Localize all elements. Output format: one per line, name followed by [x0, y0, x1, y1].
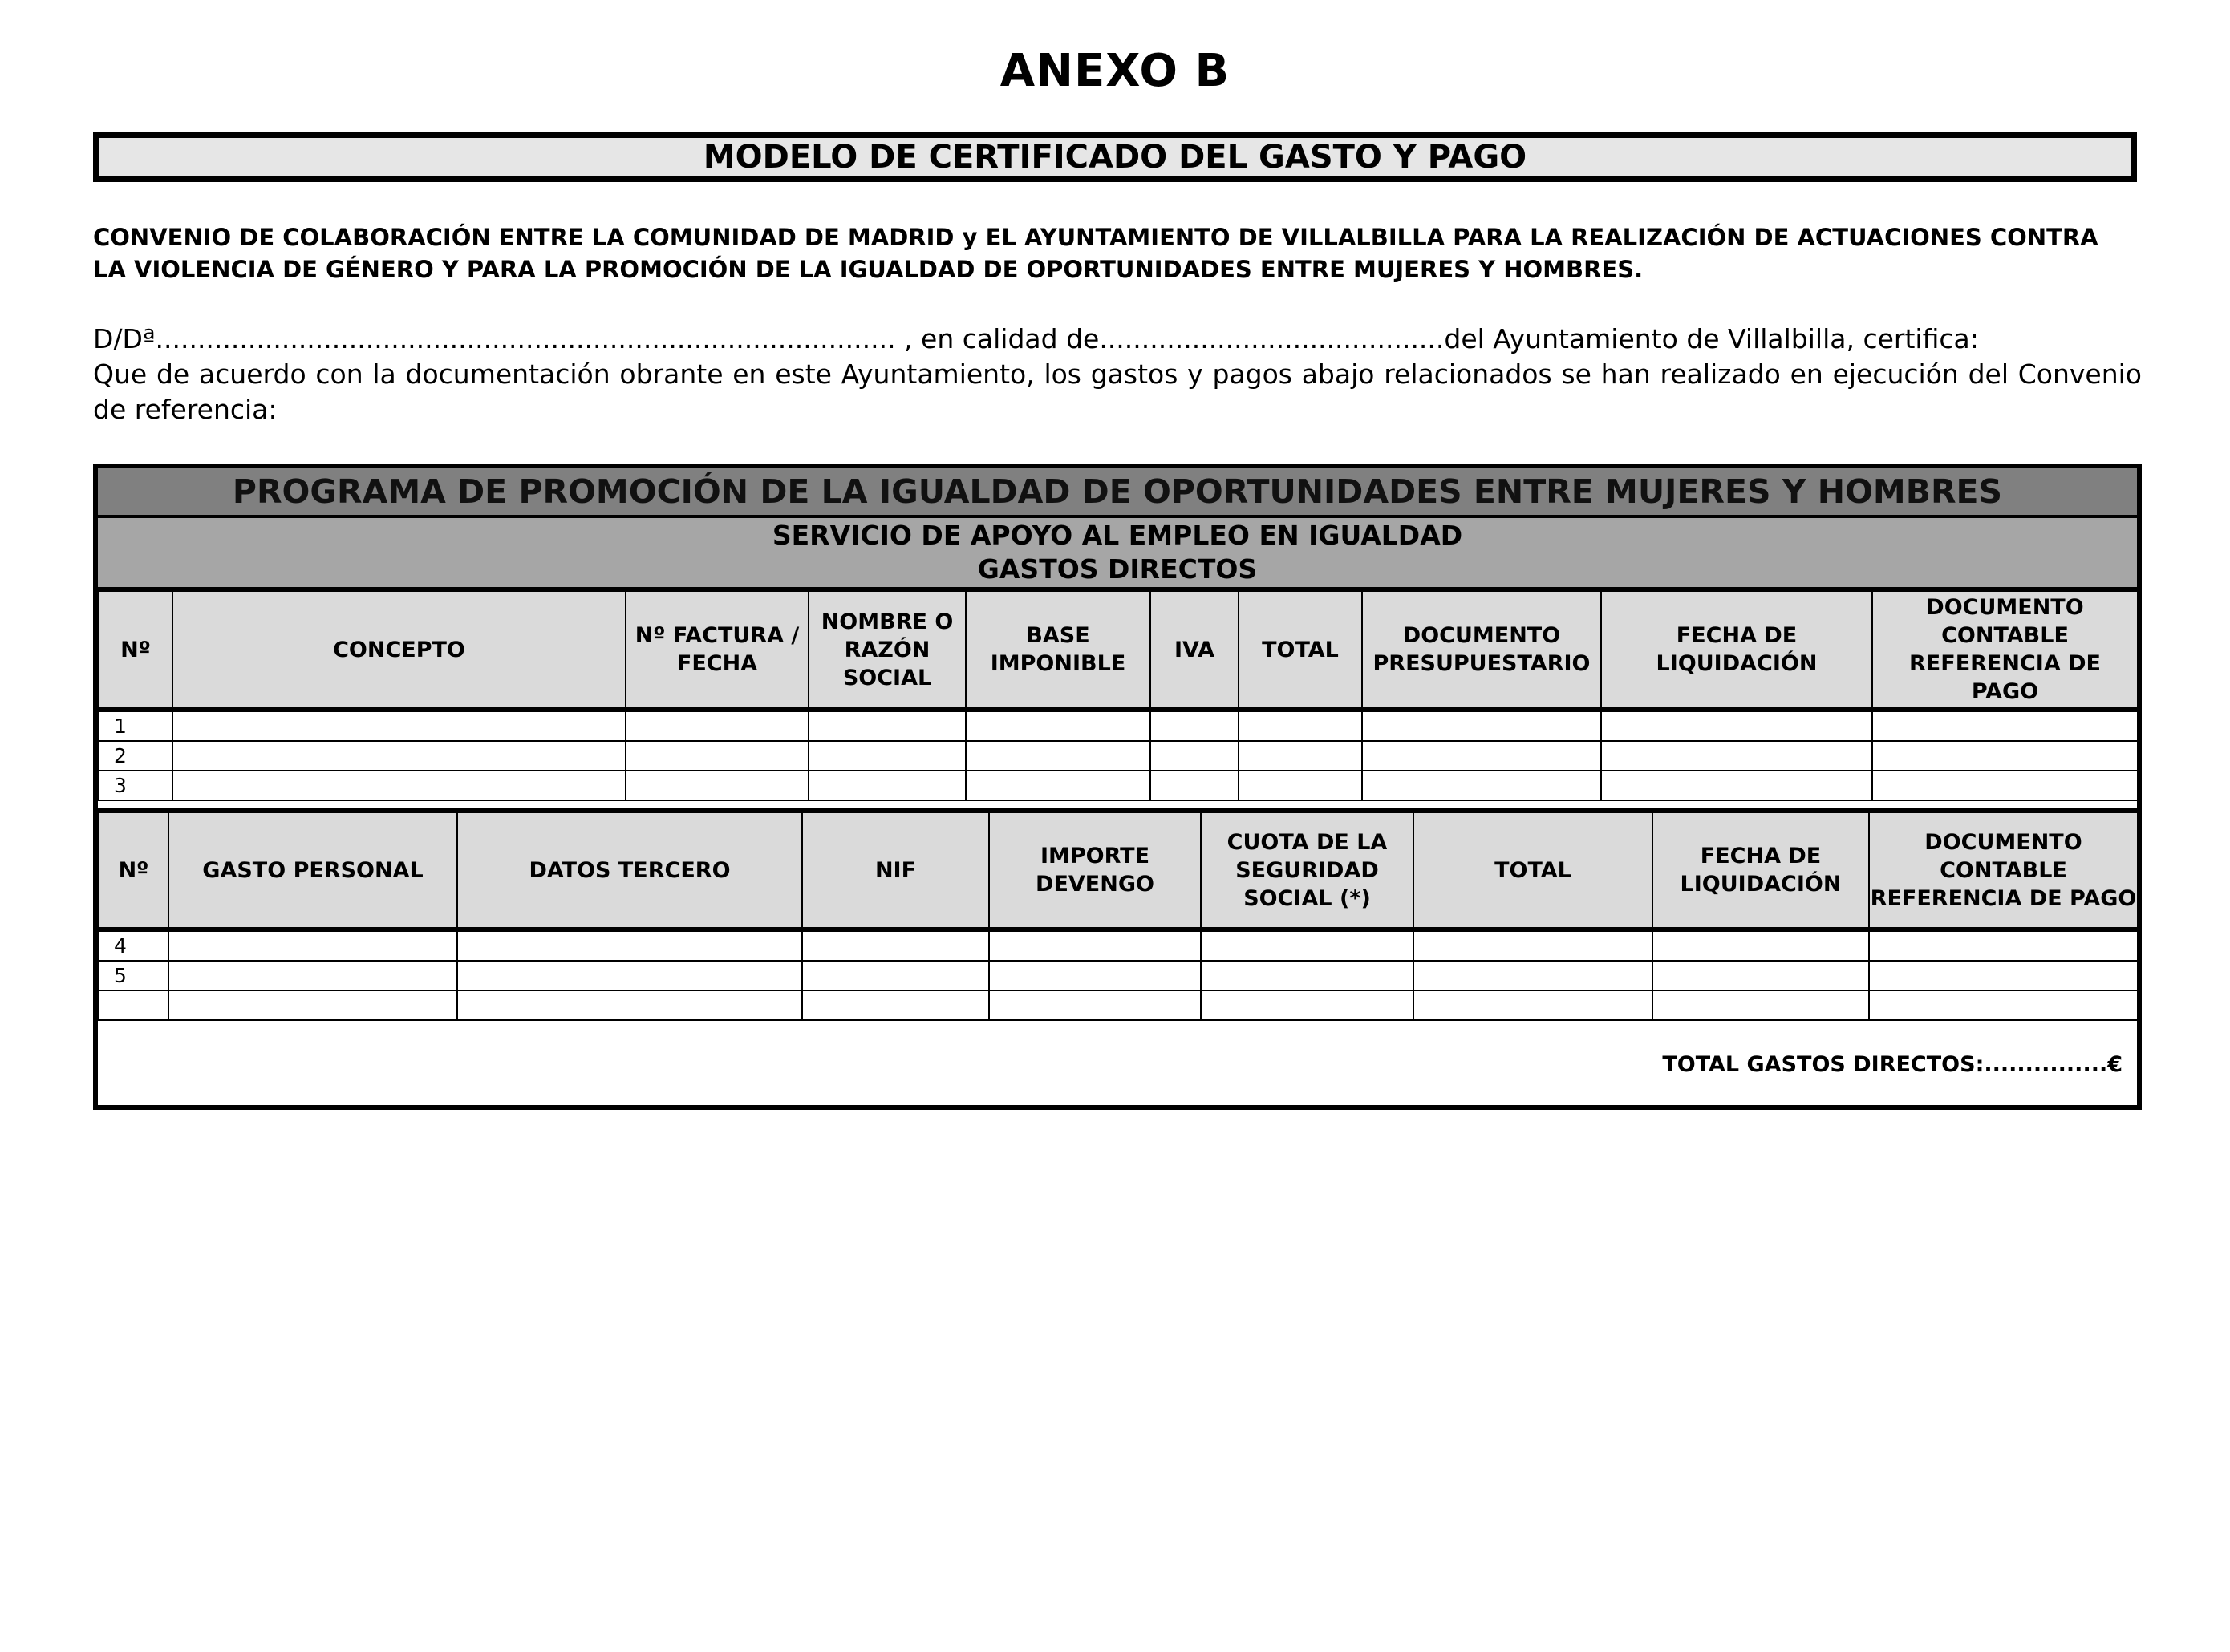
table-cell[interactable]: [1652, 990, 1869, 1020]
table-cell[interactable]: [809, 710, 966, 741]
table-cell[interactable]: [989, 961, 1201, 990]
table-cell[interactable]: [1150, 741, 1239, 771]
row-number: 5: [99, 961, 168, 990]
row-number: 2: [99, 741, 172, 771]
table-cell[interactable]: [1362, 710, 1601, 741]
table-cell[interactable]: [989, 929, 1201, 961]
table-cell[interactable]: [1601, 741, 1872, 771]
table-cell[interactable]: [1413, 961, 1652, 990]
direct-expenses-header-text: GASTOS DIRECTOS: [977, 553, 1258, 585]
direct-expenses-header-row: [99, 591, 2138, 710]
service-header-text: SERVICIO DE APOYO AL EMPLEO EN IGUALDAD: [772, 520, 1463, 551]
table-cell[interactable]: [966, 710, 1150, 741]
agreement-line-1: CONVENIO DE COLABORACIÓN ENTRE LA COMUNIDAD DE MADRID y EL AYUNTAMIENTO DE VILLALBILLA PARA LA REALIZACIÓN DE ACTUACIONES CONTRA: [93, 224, 2098, 251]
column-header: IMPORTE DEVENGO: [989, 811, 1201, 929]
table-cell[interactable]: [168, 990, 457, 1020]
program-header: [98, 468, 2137, 518]
table-cell[interactable]: [457, 990, 802, 1020]
direct-expenses-grid: [98, 590, 2139, 801]
column-header: DOCUMENTO PRESUPUESTARIO: [1362, 591, 1601, 710]
row-number: 4: [99, 929, 168, 961]
table-cell[interactable]: [1201, 929, 1413, 961]
table-row: [99, 710, 2138, 741]
table-cell[interactable]: [457, 929, 802, 961]
column-header: DOCUMENTO CONTABLE REFERENCIA DE PAGO: [1869, 811, 2138, 929]
table-row: [99, 771, 2138, 800]
table-cell[interactable]: [1652, 961, 1869, 990]
table-cell[interactable]: [966, 741, 1150, 771]
table-cell[interactable]: [1239, 771, 1362, 800]
table-cell[interactable]: [626, 771, 809, 800]
table-cell[interactable]: [172, 771, 626, 800]
table-cell[interactable]: [1869, 929, 2138, 961]
expenses-table: [93, 464, 2142, 1110]
table-row: [99, 741, 2138, 771]
column-header: Nº: [99, 591, 172, 710]
table-cell[interactable]: [172, 710, 626, 741]
table-cell[interactable]: [1413, 990, 1652, 1020]
table-cell[interactable]: [1239, 741, 1362, 771]
table-cell[interactable]: [626, 741, 809, 771]
table-cell[interactable]: [1362, 771, 1601, 800]
table-cell[interactable]: [1413, 929, 1652, 961]
row-number: [99, 990, 168, 1020]
certification-text: [93, 322, 2142, 427]
row-number: 3: [99, 771, 172, 800]
agreement-statement: [93, 221, 2147, 285]
table-cell[interactable]: [1872, 771, 2138, 800]
table-cell[interactable]: [802, 961, 989, 990]
table-cell[interactable]: [1150, 710, 1239, 741]
table-cell[interactable]: [966, 771, 1150, 800]
program-header-text: PROGRAMA DE PROMOCIÓN DE LA IGUALDAD DE OPORTUNIDADES ENTRE MUJERES Y HOMBRES: [232, 472, 2003, 511]
table-row: [99, 929, 2138, 961]
column-header: DATOS TERCERO: [457, 811, 802, 929]
document-title: ANEXO B: [999, 45, 1231, 97]
table-cell[interactable]: [172, 741, 626, 771]
column-header: CONCEPTO: [172, 591, 626, 710]
column-header: GASTO PERSONAL: [168, 811, 457, 929]
table-cell[interactable]: [1601, 771, 1872, 800]
column-header: NIF: [802, 811, 989, 929]
service-header: [98, 518, 2137, 590]
table-cell[interactable]: [989, 990, 1201, 1020]
table-cell[interactable]: [168, 961, 457, 990]
table-row: [99, 961, 2138, 990]
column-header: NOMBRE O RAZÓN SOCIAL: [809, 591, 966, 710]
certificate-model-heading: [93, 132, 2137, 182]
table-cell[interactable]: [1869, 961, 2138, 990]
column-header: Nº FACTURA / FECHA: [626, 591, 809, 710]
column-header: Nº: [99, 811, 168, 929]
column-header: FECHA DE LIQUIDACIÓN: [1652, 811, 1869, 929]
table-cell[interactable]: [1239, 710, 1362, 741]
table-cell[interactable]: [1872, 741, 2138, 771]
table-cell[interactable]: [802, 929, 989, 961]
table-row: [99, 990, 2138, 1020]
table-cell[interactable]: [1150, 771, 1239, 800]
table-cell[interactable]: [809, 741, 966, 771]
certification-line-2: Que de acuerdo con la documentación obrante en este Ayuntamiento, los gastos y pagos abajo relacionados se han realizado en ejecución del Convenio de referencia:: [93, 358, 2142, 425]
table-cell[interactable]: [1872, 710, 2138, 741]
column-header: TOTAL: [1413, 811, 1652, 929]
table-cell[interactable]: [1201, 961, 1413, 990]
agreement-line-2: LA VIOLENCIA DE GÉNERO Y PARA LA PROMOCIÓN DE LA IGUALDAD DE OPORTUNIDADES ENTRE MUJERES Y HOMBRES.: [93, 256, 1644, 283]
column-header: BASE IMPONIBLE: [966, 591, 1150, 710]
table-cell[interactable]: [457, 961, 802, 990]
column-header: CUOTA DE LA SEGURIDAD SOCIAL (*): [1201, 811, 1413, 929]
table-cell[interactable]: [1362, 741, 1601, 771]
table-cell[interactable]: [802, 990, 989, 1020]
certification-line-1: D/Dª........................................................................................ , en calidad de.........................................del Ayuntamiento de Villalbilla, certifica:: [93, 323, 1979, 354]
table-cell[interactable]: [168, 929, 457, 961]
personnel-expenses-header-row: [99, 811, 2138, 929]
table-cell[interactable]: [809, 771, 966, 800]
table-cell[interactable]: [1601, 710, 1872, 741]
personnel-expenses-grid: [98, 808, 2139, 1021]
table-cell[interactable]: [1201, 990, 1413, 1020]
column-header: IVA: [1150, 591, 1239, 710]
total-direct-expenses: TOTAL GASTOS DIRECTOS:...............€: [1662, 1052, 2123, 1077]
certificate-model-heading-text: MODELO DE CERTIFICADO DEL GASTO Y PAGO: [703, 139, 1527, 176]
table-cell[interactable]: [1652, 929, 1869, 961]
table-cell[interactable]: [1869, 990, 2138, 1020]
column-header: DOCUMENTO CONTABLE REFERENCIA DE PAGO: [1872, 591, 2138, 710]
row-number: 1: [99, 710, 172, 741]
column-header: FECHA DE LIQUIDACIÓN: [1601, 591, 1872, 710]
table-cell[interactable]: [626, 710, 809, 741]
column-header: TOTAL: [1239, 591, 1362, 710]
